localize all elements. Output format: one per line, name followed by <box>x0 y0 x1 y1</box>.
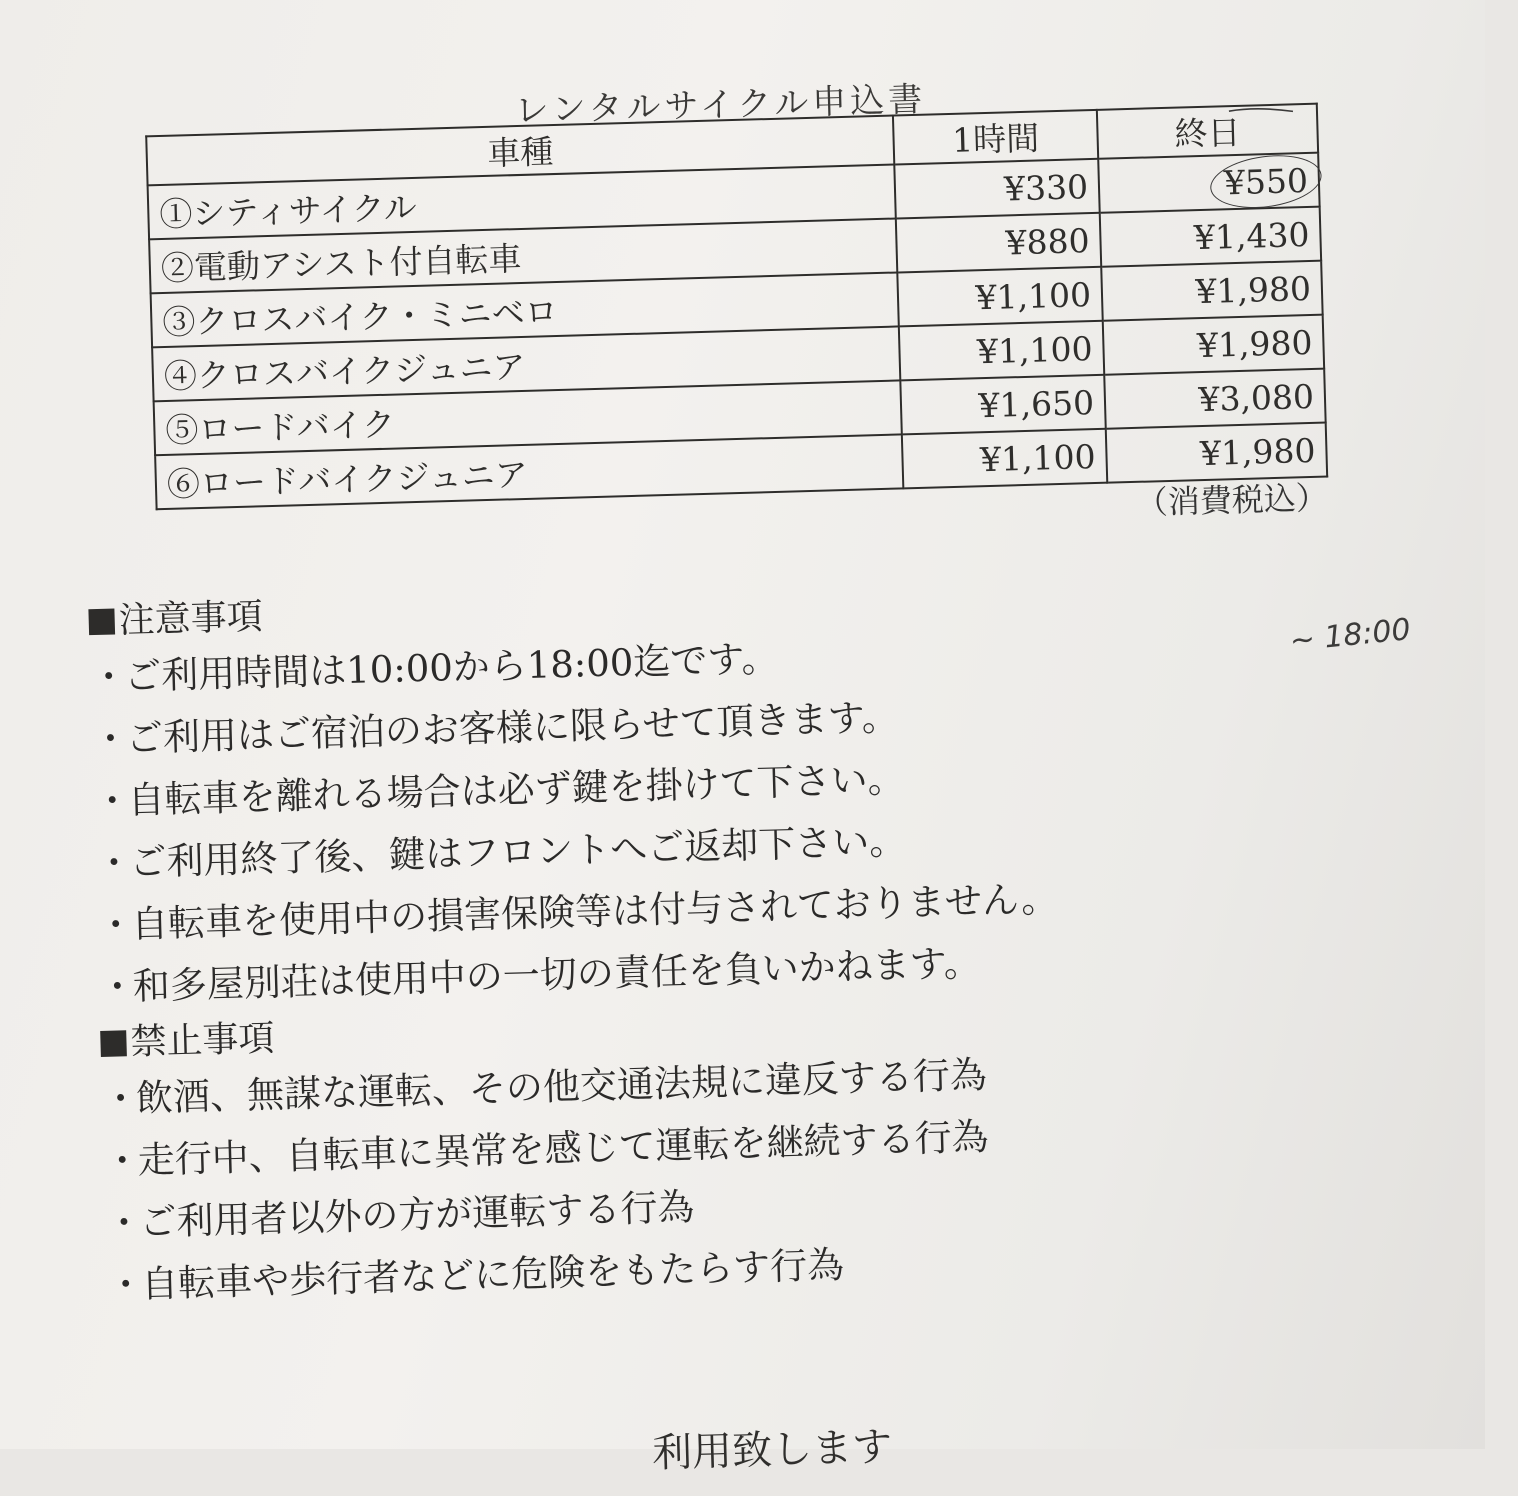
bike-name: ③クロスバイク・ミニベロ <box>151 272 899 347</box>
hour-price: ¥1,100 <box>899 321 1104 381</box>
tax-included-note: （消費税込） <box>1135 478 1329 522</box>
day-price: ¥1,430 <box>1100 207 1321 267</box>
list-item: ・ 自転車を使用中の損害保険等は付与されておりません。 <box>96 860 1347 957</box>
bike-name: ①シティサイクル <box>148 165 896 240</box>
handwritten-time-note: ~ 18:00 <box>1288 612 1413 659</box>
prohibited-heading-text: 禁止事項 <box>129 1018 276 1064</box>
list-item: ・ ご利用終了後、鍵はフロントへご返却下さい。 <box>95 798 1346 895</box>
list-item: ・ 和多屋別荘は使用中の一切の責任を負いかねます。 <box>98 922 1349 1019</box>
day-price: ¥1,980 <box>1103 315 1324 375</box>
cautions-heading-text: 注意事項 <box>118 596 264 642</box>
rental-rate-table <box>145 103 1328 511</box>
hour-price: ¥1,100 <box>902 429 1107 489</box>
notes-section <box>88 562 1358 1317</box>
day-price: ¥3,080 <box>1104 369 1325 429</box>
hour-price: ¥880 <box>896 213 1101 273</box>
list-item: ・ ご利用はご宿泊のお客様に限らせて頂きます。 <box>91 674 1342 771</box>
header-full-day: 終日 <box>1097 104 1318 159</box>
bike-name: ⑥ロードバイクジュニア <box>155 434 903 509</box>
day-price: ¥1,980 <box>1106 423 1327 483</box>
bike-name: ②電動アシスト付自転車 <box>149 219 897 294</box>
square-bullet-icon <box>88 608 115 635</box>
prohibited-list <box>101 1034 1357 1317</box>
header-one-hour: 1時間 <box>893 110 1098 165</box>
list-item: ・ 自転車を離れる場合は必ず鍵を掛けて下さい。 <box>93 736 1344 833</box>
hour-price: ¥330 <box>894 159 1099 219</box>
day-price-cell <box>1098 153 1319 213</box>
cutoff-text: 利用致します <box>651 1424 893 1477</box>
bike-name: ④クロスバイクジュニア <box>152 326 900 401</box>
cautions-list <box>89 612 1349 1019</box>
day-price: ¥1,980 <box>1101 261 1322 321</box>
square-bullet-icon <box>100 1030 127 1057</box>
list-item: ・ 自転車や歩行者などに危険をもたらす行為 <box>106 1220 1357 1317</box>
list-item: ・ 飲酒、無謀な運転、その他交通法規に違反する行為 <box>101 1034 1352 1131</box>
hour-price: ¥1,650 <box>900 375 1105 435</box>
list-item: ・ 走行中、自転車に異常を感じて運転を継続する行為 <box>103 1096 1354 1193</box>
hour-price: ¥1,100 <box>897 267 1102 327</box>
bike-name: ⑤ロードバイク <box>154 380 902 455</box>
list-item: ・ ご利用者以外の方が運転する行為 <box>105 1158 1356 1255</box>
header-bike-type: 車種 <box>146 116 894 186</box>
circled-day-price: ¥550 <box>1223 160 1309 202</box>
list-item: ・ ご利用時間は10:00から18:00迄です。 <box>89 612 1340 709</box>
document-title: レンタルサイクル申込書 <box>514 79 927 132</box>
